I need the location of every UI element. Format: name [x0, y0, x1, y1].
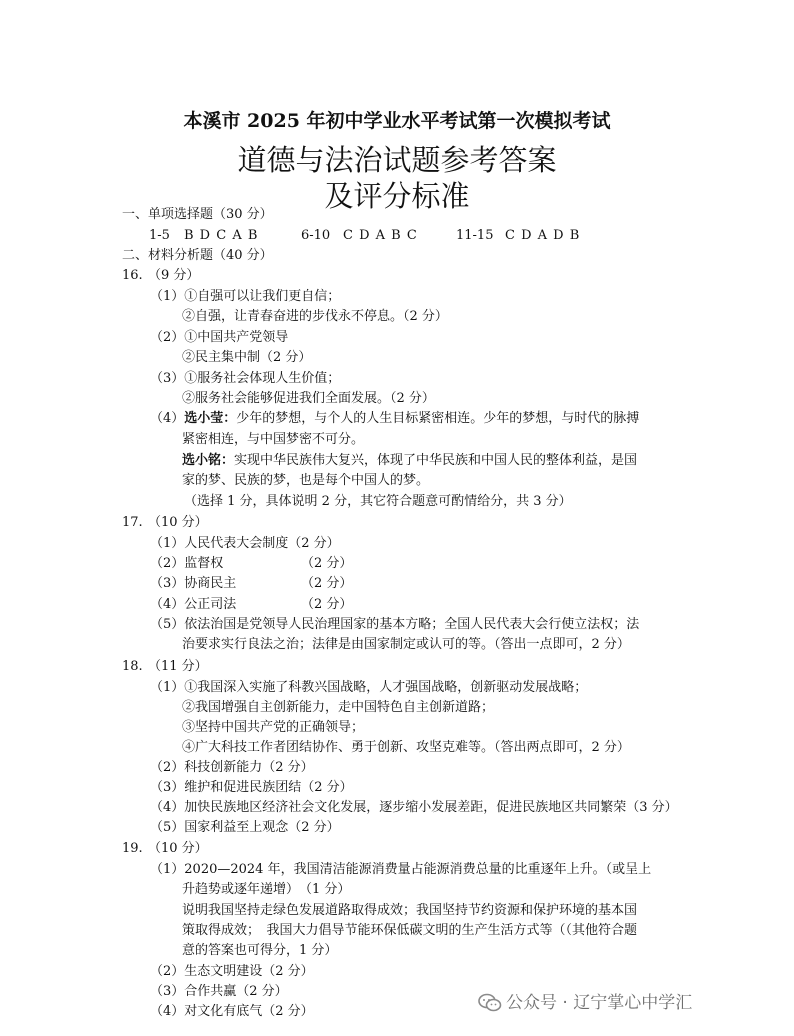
q18-line: （5）国家利益至上观念（2 分） [150, 820, 340, 835]
q17-line-score: （2 分） [301, 576, 353, 591]
q19-line: （4）对文化有底气（2 分） [150, 1004, 314, 1019]
q19-line: （3）合作共赢（2 分） [150, 984, 288, 999]
q16-option-name: 选小莹： [184, 411, 237, 426]
q16-line: 家的梦、民族的梦，也是每个中国人的梦。 [182, 473, 430, 488]
q19-line: （1）2020—2024 年，我国清洁能源消费量占能源消费总量的比重逐年上升。（或呈上 [150, 862, 652, 877]
q18-line: ④广大科技工作者团结协作、勇于创新、攻坚克难等。（答出两点即可，2 分） [182, 740, 630, 755]
q16-option-text: 少年的梦想，与个人的人生目标紧密相连。少年的梦想，与时代的脉搏 [236, 411, 640, 426]
q17-line: （2）监督权 [150, 556, 224, 571]
mc-range-11-15: 11-15 [456, 228, 494, 243]
wechat-icon [478, 993, 502, 1013]
q16-number: 16. [122, 268, 143, 283]
q16-line: 紧密相连，与中国梦密不可分。 [182, 432, 365, 447]
q16-line [150, 411, 639, 427]
q18-line: （1）①我国深入实施了科教兴国战略，人才强国战略，创新驱动发展战略； [150, 680, 588, 695]
q17-line-score: （2 分） [301, 556, 353, 571]
q16-line: （1）①自强可以让我们更自信； [150, 289, 341, 304]
q19-score: （10 分） [148, 841, 208, 856]
q17-line: （3）协商民主 [150, 576, 237, 591]
q17-line: 治要求实行良法之治；法律是由国家制定或认可的等。（答出一点即可，2 分） [182, 637, 630, 652]
q18-line: （2）科技创新能力（2 分） [150, 760, 314, 775]
q16-line: （3）①服务社会体现人生价值； [150, 371, 341, 386]
q17-line: （4）公正司法 [150, 597, 237, 612]
q17-line-score: （2 分） [301, 597, 353, 612]
q16-line [182, 453, 637, 469]
q18-number: 18. [122, 659, 143, 674]
q16-line: （选择 1 分，具体说明 2 分，其它符合题意可酌情给分，共 3 分） [184, 494, 572, 509]
doc-title-line1: 本溪市 2025 年初中学业水平考试第一次模拟考试 [183, 110, 611, 132]
q19-line: 说明我国坚持走绿色发展道路取得成效；我国坚持节约资源和保护环境的基本国 [182, 903, 638, 918]
q17-score: （10 分） [148, 515, 208, 530]
q19-line: （2）生态文明建设（2 分） [150, 964, 314, 979]
q17-line: （1）人民代表大会制度（2 分） [150, 536, 340, 551]
mc-answers-11-15: C D A D B [505, 228, 581, 243]
mc-range-6-10: 6-10 [301, 228, 331, 243]
wechat-watermark [478, 990, 778, 1016]
q16-part4-number: （4） [150, 411, 185, 426]
q18-line: （3）维护和促进民族团结（2 分） [150, 780, 353, 795]
section2-title: 二、材料分析题（40 分） [122, 248, 273, 263]
q19-line: 升趋势或逐年递增） （1 分） [182, 882, 351, 897]
q18-line: ②我国增强自主创新能力，走中国特色自主创新道路； [182, 700, 495, 715]
q18-score: （11 分） [148, 659, 208, 674]
q17-line: （5）依法治国是党领导人民治理国家的基本方略；全国人民代表大会行使立法权；法 [150, 617, 640, 632]
q16-option-name: 选小铭： [182, 453, 235, 468]
doc-title-line2: 道德与法治试题参考答案 [237, 143, 557, 177]
q16-line: ②自强，让青春奋进的步伐永不停息。（2 分） [182, 309, 448, 324]
mc-range-1-5: 1-5 [149, 228, 170, 243]
section1-title: 一、单项选择题（30 分） [122, 207, 273, 222]
q16-line: ②民主集中制（2 分） [182, 350, 312, 365]
q18-line: ③坚持中国共产党的正确领导； [182, 720, 365, 735]
mc-answers-6-10: C D A B C [343, 228, 418, 243]
mc-answers-1-5: B D C A B [184, 228, 259, 243]
q16-line: （2）①中国共产党领导 [150, 330, 289, 345]
q19-line: 意的答案也可得分，1 分） [182, 943, 338, 958]
watermark-text: 公众号 · 辽宁掌心中学汇 [506, 993, 693, 1013]
q19-number: 19. [122, 841, 143, 856]
q19-line: 策取得成效； 我国大力倡导节能环保低碳文明的生产生活方式等（（其他符合题 [182, 923, 638, 938]
doc-title-line3: 及评分标准 [324, 179, 470, 213]
q16-line: ②服务社会能够促进我们全面发展。（2 分） [182, 391, 435, 406]
q16-option-text: 实现中华民族伟大复兴，体现了中华民族和中国人民的整体利益，是国 [234, 453, 638, 468]
q18-line: （4）加快民族地区经济社会文化发展，逐步缩小发展差距，促进民族地区共同繁荣（3 分） [150, 800, 678, 815]
q16-score: （9 分） [148, 268, 200, 283]
q17-number: 17. [122, 515, 143, 530]
